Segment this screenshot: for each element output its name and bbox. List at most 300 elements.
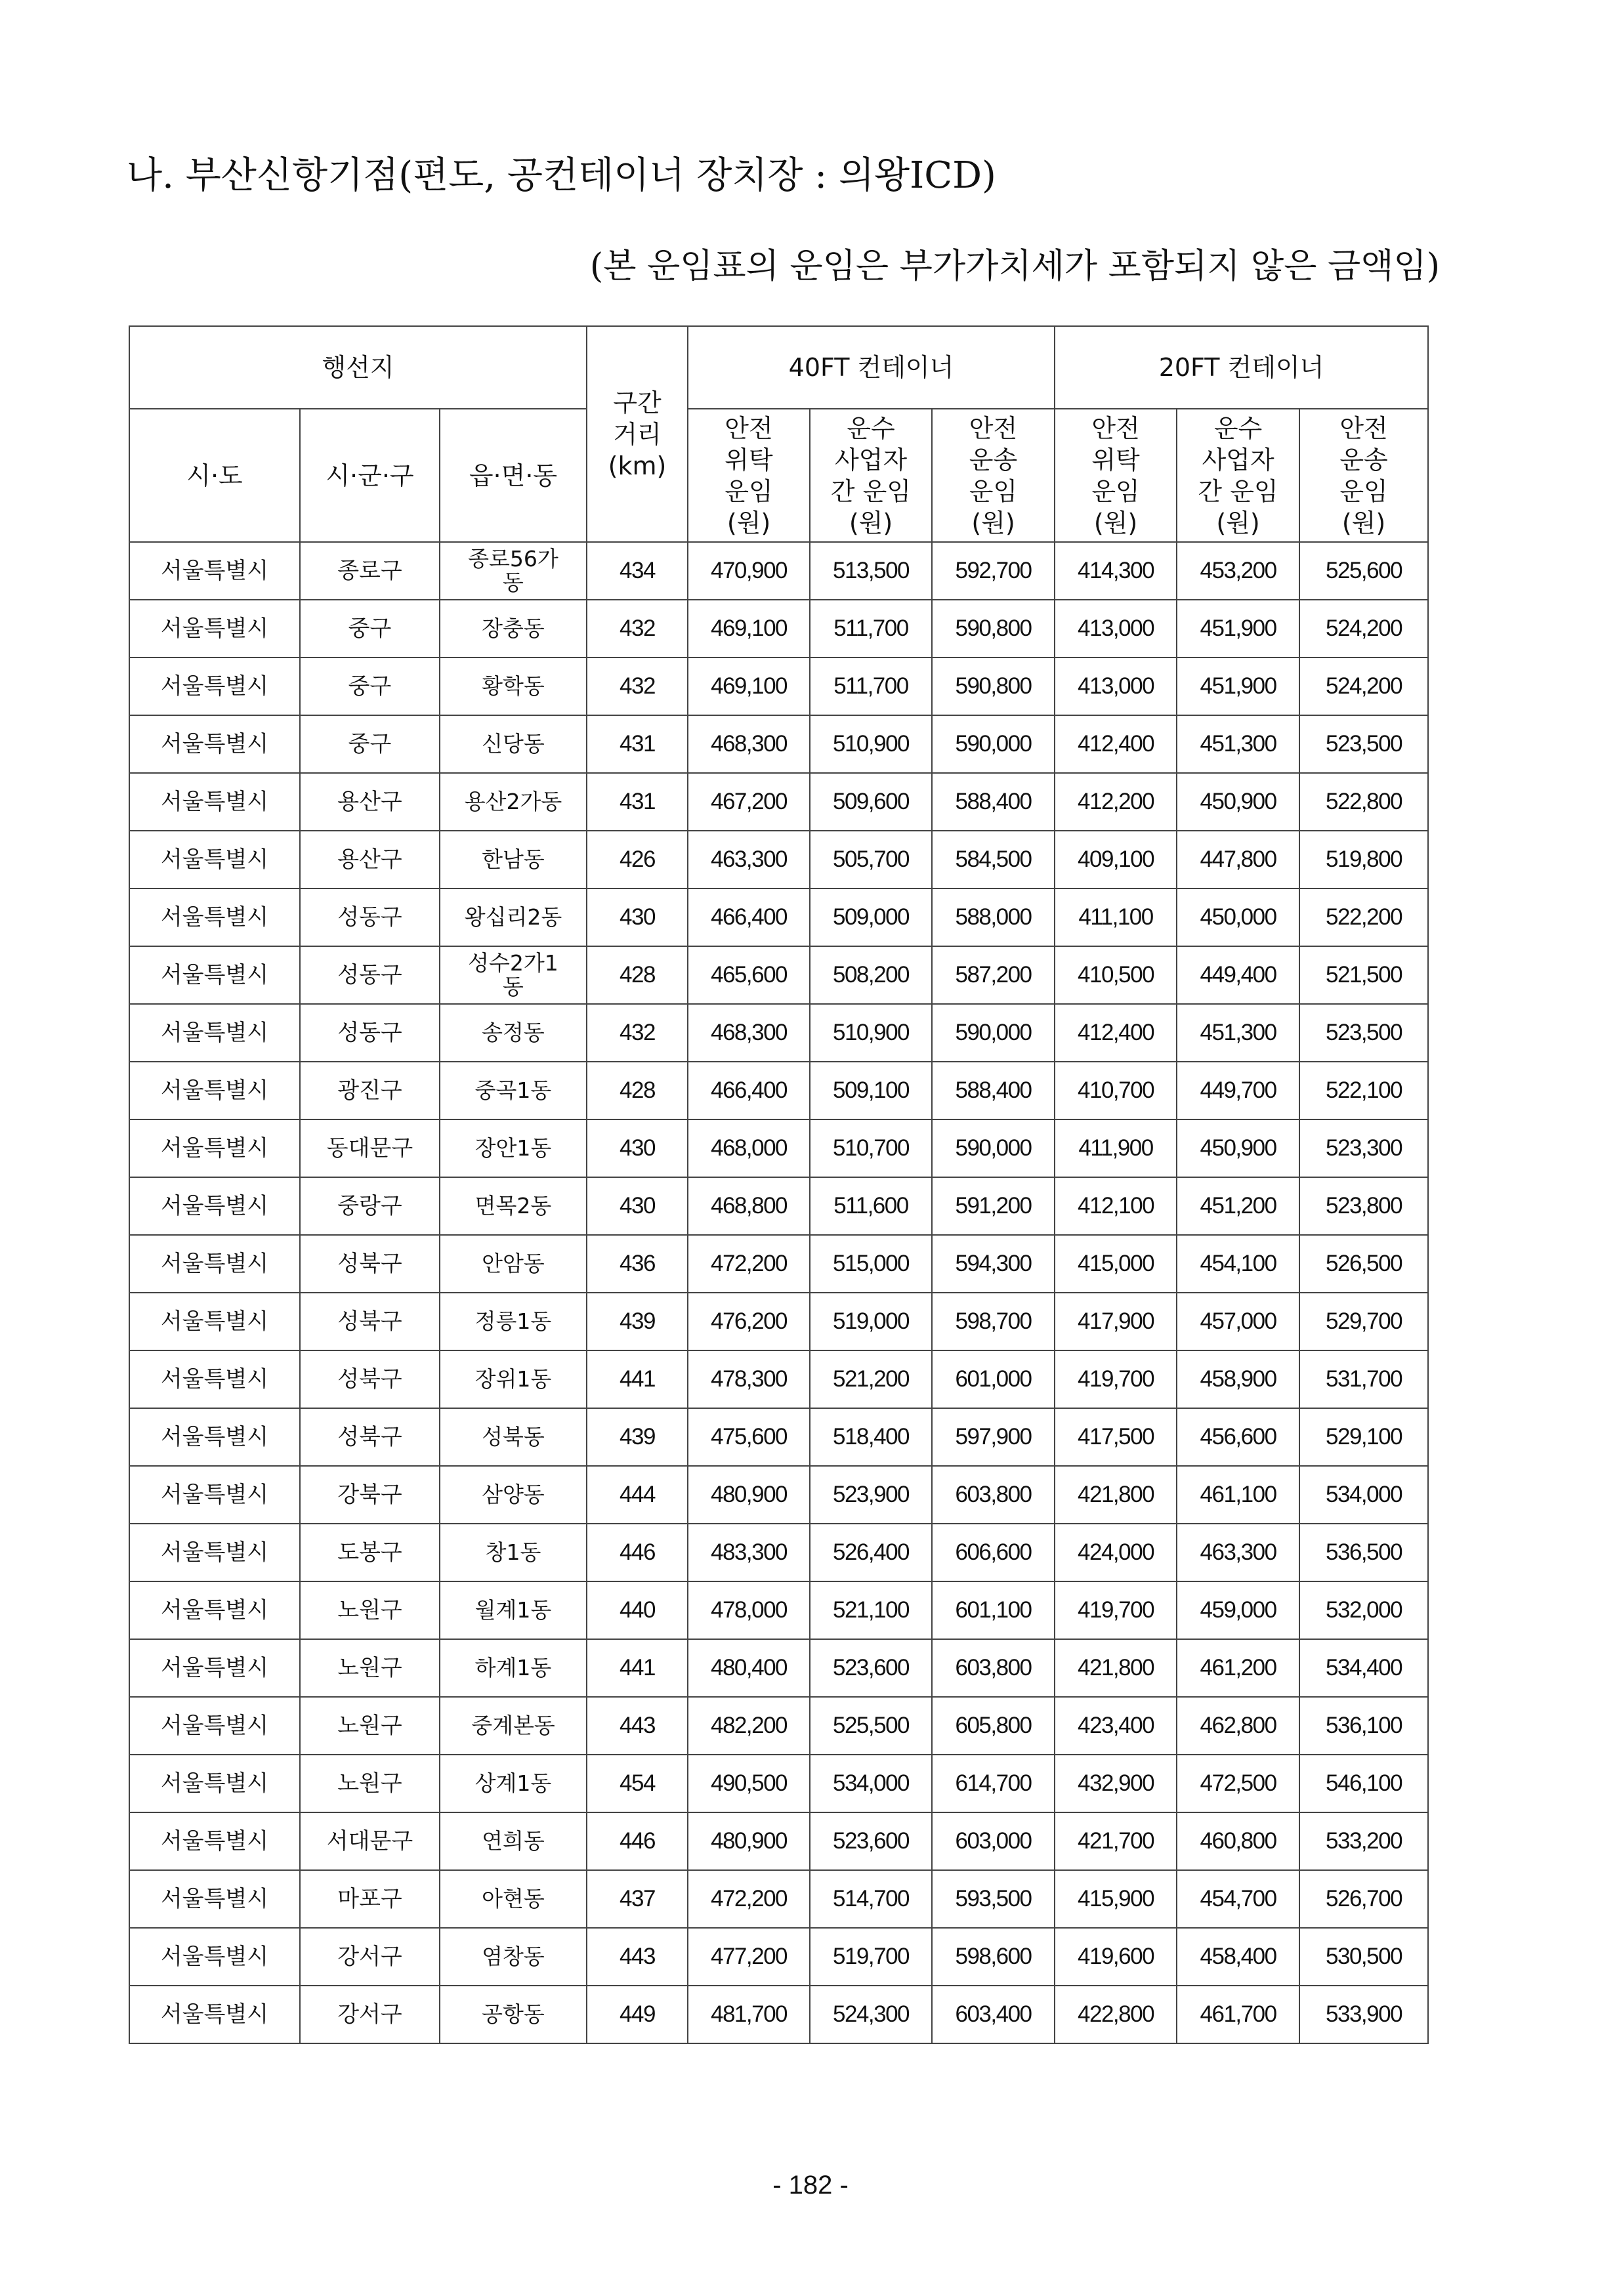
cell-40ft-safe-transport: 590,800 xyxy=(932,657,1055,715)
cell-eupmyeondong: 안암동 xyxy=(440,1235,587,1293)
cell-40ft-safe-consign: 467,200 xyxy=(688,773,810,831)
table-row xyxy=(129,1235,1428,1293)
cell-eupmyeondong: 송정동 xyxy=(440,1004,587,1062)
cell-20ft-safe-consign: 411,100 xyxy=(1055,888,1177,946)
cell-40ft-carrier-rate: 519,700 xyxy=(810,1928,932,1986)
table-row xyxy=(129,1177,1428,1235)
cell-sigungu: 광진구 xyxy=(300,1062,440,1119)
cell-20ft-safe-consign: 415,000 xyxy=(1055,1235,1177,1293)
cell-sido: 서울특별시 xyxy=(129,1928,300,1986)
header-sigungu: 시·군·구 xyxy=(300,409,440,542)
freight-rate-table xyxy=(129,325,1429,2044)
cell-40ft-safe-consign: 478,300 xyxy=(688,1350,810,1408)
cell-20ft-safe-transport: 523,500 xyxy=(1299,1004,1428,1062)
cell-20ft-safe-transport: 522,100 xyxy=(1299,1062,1428,1119)
cell-sigungu: 용산구 xyxy=(300,831,440,888)
cell-sigungu: 중랑구 xyxy=(300,1177,440,1235)
cell-20ft-carrier-rate: 447,800 xyxy=(1177,831,1299,888)
cell-20ft-safe-consign: 423,400 xyxy=(1055,1697,1177,1755)
cell-eupmyeondong: 삼양동 xyxy=(440,1466,587,1524)
header-sido: 시·도 xyxy=(129,409,300,542)
cell-eupmyeondong: 장위1동 xyxy=(440,1350,587,1408)
cell-eupmyeondong: 중계본동 xyxy=(440,1697,587,1755)
cell-40ft-safe-consign: 476,200 xyxy=(688,1293,810,1350)
cell-distance: 439 xyxy=(587,1408,688,1466)
cell-20ft-safe-transport: 534,400 xyxy=(1299,1639,1428,1697)
cell-40ft-safe-transport: 594,300 xyxy=(932,1235,1055,1293)
cell-40ft-safe-transport: 603,400 xyxy=(932,1986,1055,2043)
table-row xyxy=(129,1466,1428,1524)
cell-40ft-safe-transport: 597,900 xyxy=(932,1408,1055,1466)
cell-distance: 432 xyxy=(587,1004,688,1062)
cell-20ft-carrier-rate: 459,000 xyxy=(1177,1581,1299,1639)
cell-20ft-safe-transport: 526,700 xyxy=(1299,1870,1428,1928)
header-40ft-carrier-rate: 운수 사업자 간 운임 (원) xyxy=(810,409,932,542)
cell-40ft-safe-consign: 472,200 xyxy=(688,1235,810,1293)
table-row xyxy=(129,1062,1428,1119)
cell-20ft-safe-transport: 524,200 xyxy=(1299,657,1428,715)
cell-40ft-carrier-rate: 505,700 xyxy=(810,831,932,888)
cell-20ft-carrier-rate: 449,400 xyxy=(1177,946,1299,1004)
cell-sido: 서울특별시 xyxy=(129,1062,300,1119)
cell-20ft-carrier-rate: 462,800 xyxy=(1177,1697,1299,1755)
cell-40ft-carrier-rate: 523,900 xyxy=(810,1466,932,1524)
table-row xyxy=(129,1350,1428,1408)
cell-40ft-safe-transport: 590,800 xyxy=(932,600,1055,657)
header-40ft-safe-consign: 안전 위탁 운임 (원) xyxy=(688,409,810,542)
cell-sigungu: 노원구 xyxy=(300,1639,440,1697)
cell-sido: 서울특별시 xyxy=(129,831,300,888)
cell-eupmyeondong: 창1동 xyxy=(440,1524,587,1581)
cell-20ft-safe-consign: 421,700 xyxy=(1055,1812,1177,1870)
cell-eupmyeondong: 황학동 xyxy=(440,657,587,715)
cell-eupmyeondong: 공항동 xyxy=(440,1986,587,2043)
cell-40ft-safe-consign: 469,100 xyxy=(688,657,810,715)
cell-sigungu: 강서구 xyxy=(300,1928,440,1986)
cell-sido: 서울특별시 xyxy=(129,1235,300,1293)
cell-distance: 426 xyxy=(587,831,688,888)
cell-20ft-safe-consign: 414,300 xyxy=(1055,542,1177,600)
cell-40ft-carrier-rate: 526,400 xyxy=(810,1524,932,1581)
cell-40ft-safe-transport: 598,600 xyxy=(932,1928,1055,1986)
cell-distance: 430 xyxy=(587,1119,688,1177)
cell-20ft-carrier-rate: 451,900 xyxy=(1177,657,1299,715)
cell-40ft-safe-consign: 468,300 xyxy=(688,1004,810,1062)
cell-sido: 서울특별시 xyxy=(129,1755,300,1812)
cell-distance: 432 xyxy=(587,600,688,657)
cell-40ft-carrier-rate: 521,200 xyxy=(810,1350,932,1408)
cell-distance: 432 xyxy=(587,657,688,715)
cell-sido: 서울특별시 xyxy=(129,946,300,1004)
cell-40ft-carrier-rate: 524,300 xyxy=(810,1986,932,2043)
table-row xyxy=(129,1581,1428,1639)
cell-40ft-safe-transport: 588,400 xyxy=(932,773,1055,831)
cell-sido: 서울특별시 xyxy=(129,1697,300,1755)
cell-40ft-safe-transport: 603,000 xyxy=(932,1812,1055,1870)
cell-20ft-safe-transport: 521,500 xyxy=(1299,946,1428,1004)
cell-40ft-safe-consign: 483,300 xyxy=(688,1524,810,1581)
cell-20ft-safe-consign: 412,400 xyxy=(1055,715,1177,773)
cell-20ft-carrier-rate: 451,300 xyxy=(1177,1004,1299,1062)
table-row xyxy=(129,831,1428,888)
cell-distance: 449 xyxy=(587,1986,688,2043)
cell-sido: 서울특별시 xyxy=(129,715,300,773)
page-number: - 182 - xyxy=(772,2171,849,2200)
cell-sigungu: 종로구 xyxy=(300,542,440,600)
cell-sido: 서울특별시 xyxy=(129,1639,300,1697)
cell-20ft-safe-consign: 415,900 xyxy=(1055,1870,1177,1928)
table-row xyxy=(129,1004,1428,1062)
table-row xyxy=(129,1812,1428,1870)
cell-20ft-carrier-rate: 451,200 xyxy=(1177,1177,1299,1235)
cell-eupmyeondong: 하계1동 xyxy=(440,1639,587,1697)
cell-20ft-carrier-rate: 450,900 xyxy=(1177,1119,1299,1177)
header-40ft: 40FT 컨테이너 xyxy=(688,326,1055,409)
cell-sigungu: 성북구 xyxy=(300,1408,440,1466)
cell-sigungu: 강북구 xyxy=(300,1466,440,1524)
cell-20ft-carrier-rate: 463,300 xyxy=(1177,1524,1299,1581)
cell-40ft-safe-consign: 465,600 xyxy=(688,946,810,1004)
cell-40ft-safe-transport: 598,700 xyxy=(932,1293,1055,1350)
cell-20ft-safe-consign: 417,900 xyxy=(1055,1293,1177,1350)
cell-20ft-carrier-rate: 460,800 xyxy=(1177,1812,1299,1870)
table-row xyxy=(129,600,1428,657)
cell-20ft-safe-consign: 411,900 xyxy=(1055,1119,1177,1177)
cell-40ft-carrier-rate: 519,000 xyxy=(810,1293,932,1350)
table-row xyxy=(129,1986,1428,2043)
cell-sido: 서울특별시 xyxy=(129,600,300,657)
cell-eupmyeondong: 신당동 xyxy=(440,715,587,773)
header-destination: 행선지 xyxy=(129,326,587,409)
cell-sigungu: 성동구 xyxy=(300,1004,440,1062)
header-20ft-safe-consign: 안전 위탁 운임 (원) xyxy=(1055,409,1177,542)
cell-40ft-safe-transport: 605,800 xyxy=(932,1697,1055,1755)
cell-sigungu: 강서구 xyxy=(300,1986,440,2043)
cell-40ft-safe-transport: 606,600 xyxy=(932,1524,1055,1581)
cell-sigungu: 성동구 xyxy=(300,888,440,946)
cell-40ft-carrier-rate: 509,100 xyxy=(810,1062,932,1119)
cell-20ft-carrier-rate: 472,500 xyxy=(1177,1755,1299,1812)
cell-40ft-safe-transport: 588,400 xyxy=(932,1062,1055,1119)
cell-20ft-safe-consign: 412,200 xyxy=(1055,773,1177,831)
table-row xyxy=(129,1755,1428,1812)
cell-40ft-safe-consign: 480,400 xyxy=(688,1639,810,1697)
cell-distance: 436 xyxy=(587,1235,688,1293)
cell-40ft-carrier-rate: 513,500 xyxy=(810,542,932,600)
cell-distance: 428 xyxy=(587,946,688,1004)
cell-20ft-carrier-rate: 449,700 xyxy=(1177,1062,1299,1119)
cell-40ft-safe-consign: 480,900 xyxy=(688,1812,810,1870)
table-row xyxy=(129,1408,1428,1466)
cell-40ft-safe-transport: 601,100 xyxy=(932,1581,1055,1639)
cell-40ft-carrier-rate: 509,000 xyxy=(810,888,932,946)
cell-40ft-carrier-rate: 523,600 xyxy=(810,1639,932,1697)
cell-40ft-safe-consign: 480,900 xyxy=(688,1466,810,1524)
cell-distance: 431 xyxy=(587,715,688,773)
cell-sigungu: 노원구 xyxy=(300,1581,440,1639)
cell-40ft-carrier-rate: 525,500 xyxy=(810,1697,932,1755)
cell-distance: 437 xyxy=(587,1870,688,1928)
cell-20ft-safe-consign: 409,100 xyxy=(1055,831,1177,888)
vat-note: (본 운임표의 운임은 부가가치세가 포함되지 않은 금액임) xyxy=(589,247,1440,286)
cell-40ft-carrier-rate: 510,900 xyxy=(810,715,932,773)
header-20ft-safe-transport: 안전 운송 운임 (원) xyxy=(1299,409,1428,542)
cell-40ft-safe-consign: 466,400 xyxy=(688,1062,810,1119)
cell-20ft-safe-transport: 529,700 xyxy=(1299,1293,1428,1350)
table-row xyxy=(129,946,1428,1004)
cell-20ft-safe-consign: 419,700 xyxy=(1055,1581,1177,1639)
cell-20ft-safe-transport: 534,000 xyxy=(1299,1466,1428,1524)
cell-40ft-safe-transport: 601,000 xyxy=(932,1350,1055,1408)
cell-distance: 428 xyxy=(587,1062,688,1119)
cell-40ft-carrier-rate: 508,200 xyxy=(810,946,932,1004)
cell-20ft-safe-consign: 410,700 xyxy=(1055,1062,1177,1119)
cell-20ft-carrier-rate: 451,300 xyxy=(1177,715,1299,773)
cell-20ft-safe-transport: 524,200 xyxy=(1299,600,1428,657)
cell-40ft-safe-consign: 468,800 xyxy=(688,1177,810,1235)
cell-sigungu: 동대문구 xyxy=(300,1119,440,1177)
cell-distance: 446 xyxy=(587,1812,688,1870)
cell-40ft-safe-consign: 468,000 xyxy=(688,1119,810,1177)
cell-20ft-safe-consign: 417,500 xyxy=(1055,1408,1177,1466)
cell-40ft-safe-consign: 472,200 xyxy=(688,1870,810,1928)
table-row xyxy=(129,715,1428,773)
cell-distance: 443 xyxy=(587,1928,688,1986)
cell-20ft-safe-transport: 533,900 xyxy=(1299,1986,1428,2043)
cell-40ft-safe-transport: 591,200 xyxy=(932,1177,1055,1235)
cell-sido: 서울특별시 xyxy=(129,1408,300,1466)
cell-20ft-safe-consign: 419,600 xyxy=(1055,1928,1177,1986)
cell-eupmyeondong: 아현동 xyxy=(440,1870,587,1928)
cell-40ft-carrier-rate: 511,700 xyxy=(810,600,932,657)
cell-20ft-safe-consign: 421,800 xyxy=(1055,1639,1177,1697)
cell-distance: 444 xyxy=(587,1466,688,1524)
cell-40ft-safe-consign: 482,200 xyxy=(688,1697,810,1755)
cell-sigungu: 성동구 xyxy=(300,946,440,1004)
cell-20ft-carrier-rate: 451,900 xyxy=(1177,600,1299,657)
cell-20ft-safe-transport: 536,100 xyxy=(1299,1697,1428,1755)
cell-sido: 서울특별시 xyxy=(129,1293,300,1350)
table-row xyxy=(129,1293,1428,1350)
cell-20ft-safe-transport: 529,100 xyxy=(1299,1408,1428,1466)
cell-40ft-carrier-rate: 515,000 xyxy=(810,1235,932,1293)
cell-distance: 443 xyxy=(587,1697,688,1755)
cell-40ft-safe-consign: 463,300 xyxy=(688,831,810,888)
cell-sido: 서울특별시 xyxy=(129,1350,300,1408)
cell-20ft-carrier-rate: 454,100 xyxy=(1177,1235,1299,1293)
cell-eupmyeondong: 염창동 xyxy=(440,1928,587,1986)
cell-20ft-safe-consign: 412,100 xyxy=(1055,1177,1177,1235)
cell-40ft-carrier-rate: 511,600 xyxy=(810,1177,932,1235)
header-eupmyeondong: 읍·면·동 xyxy=(440,409,587,542)
cell-40ft-carrier-rate: 534,000 xyxy=(810,1755,932,1812)
cell-20ft-carrier-rate: 461,200 xyxy=(1177,1639,1299,1697)
cell-20ft-safe-consign: 413,000 xyxy=(1055,600,1177,657)
cell-sido: 서울특별시 xyxy=(129,1119,300,1177)
table-row xyxy=(129,542,1428,600)
cell-sido: 서울특별시 xyxy=(129,888,300,946)
table-row xyxy=(129,1870,1428,1928)
cell-40ft-carrier-rate: 509,600 xyxy=(810,773,932,831)
cell-40ft-safe-transport: 593,500 xyxy=(932,1870,1055,1928)
cell-40ft-safe-transport: 590,000 xyxy=(932,715,1055,773)
cell-sido: 서울특별시 xyxy=(129,1581,300,1639)
cell-sigungu: 중구 xyxy=(300,715,440,773)
cell-40ft-safe-consign: 475,600 xyxy=(688,1408,810,1466)
cell-sigungu: 중구 xyxy=(300,657,440,715)
cell-distance: 439 xyxy=(587,1293,688,1350)
cell-distance: 431 xyxy=(587,773,688,831)
cell-40ft-carrier-rate: 523,600 xyxy=(810,1812,932,1870)
table-row xyxy=(129,1119,1428,1177)
cell-40ft-carrier-rate: 521,100 xyxy=(810,1581,932,1639)
cell-20ft-carrier-rate: 461,100 xyxy=(1177,1466,1299,1524)
cell-eupmyeondong: 성북동 xyxy=(440,1408,587,1466)
cell-20ft-safe-transport: 530,500 xyxy=(1299,1928,1428,1986)
cell-sido: 서울특별시 xyxy=(129,773,300,831)
cell-20ft-safe-consign: 412,400 xyxy=(1055,1004,1177,1062)
cell-eupmyeondong: 장충동 xyxy=(440,600,587,657)
cell-20ft-safe-transport: 531,700 xyxy=(1299,1350,1428,1408)
cell-distance: 430 xyxy=(587,888,688,946)
cell-20ft-safe-transport: 526,500 xyxy=(1299,1235,1428,1293)
cell-eupmyeondong: 장안1동 xyxy=(440,1119,587,1177)
cell-40ft-carrier-rate: 514,700 xyxy=(810,1870,932,1928)
cell-20ft-safe-transport: 523,800 xyxy=(1299,1177,1428,1235)
cell-sigungu: 노원구 xyxy=(300,1755,440,1812)
cell-distance: 441 xyxy=(587,1639,688,1697)
cell-40ft-safe-consign: 469,100 xyxy=(688,600,810,657)
cell-eupmyeondong: 왕십리2동 xyxy=(440,888,587,946)
cell-20ft-carrier-rate: 454,700 xyxy=(1177,1870,1299,1928)
cell-distance: 434 xyxy=(587,542,688,600)
cell-20ft-safe-consign: 422,800 xyxy=(1055,1986,1177,2043)
cell-sido: 서울특별시 xyxy=(129,657,300,715)
cell-sigungu: 용산구 xyxy=(300,773,440,831)
cell-20ft-safe-consign: 432,900 xyxy=(1055,1755,1177,1812)
cell-distance: 440 xyxy=(587,1581,688,1639)
cell-sigungu: 중구 xyxy=(300,600,440,657)
cell-sigungu: 성북구 xyxy=(300,1350,440,1408)
cell-sido: 서울특별시 xyxy=(129,1812,300,1870)
cell-eupmyeondong: 중곡1동 xyxy=(440,1062,587,1119)
cell-20ft-safe-transport: 536,500 xyxy=(1299,1524,1428,1581)
cell-eupmyeondong: 성수2가1 동 xyxy=(440,946,587,1004)
cell-20ft-safe-transport: 519,800 xyxy=(1299,831,1428,888)
cell-40ft-carrier-rate: 511,700 xyxy=(810,657,932,715)
cell-eupmyeondong: 한남동 xyxy=(440,831,587,888)
cell-sido: 서울특별시 xyxy=(129,1870,300,1928)
table-row xyxy=(129,1639,1428,1697)
cell-40ft-carrier-rate: 518,400 xyxy=(810,1408,932,1466)
cell-40ft-safe-consign: 468,300 xyxy=(688,715,810,773)
cell-20ft-safe-consign: 410,500 xyxy=(1055,946,1177,1004)
table-row xyxy=(129,1697,1428,1755)
cell-20ft-safe-consign: 419,700 xyxy=(1055,1350,1177,1408)
cell-40ft-safe-transport: 584,500 xyxy=(932,831,1055,888)
cell-40ft-safe-transport: 592,700 xyxy=(932,542,1055,600)
cell-40ft-safe-consign: 478,000 xyxy=(688,1581,810,1639)
table-body xyxy=(129,542,1428,2043)
cell-sido: 서울특별시 xyxy=(129,1466,300,1524)
cell-eupmyeondong: 용산2가동 xyxy=(440,773,587,831)
cell-40ft-carrier-rate: 510,700 xyxy=(810,1119,932,1177)
table-row xyxy=(129,773,1428,831)
cell-20ft-carrier-rate: 456,600 xyxy=(1177,1408,1299,1466)
cell-40ft-safe-transport: 587,200 xyxy=(932,946,1055,1004)
cell-eupmyeondong: 상계1동 xyxy=(440,1755,587,1812)
cell-40ft-safe-transport: 590,000 xyxy=(932,1119,1055,1177)
cell-sigungu: 도봉구 xyxy=(300,1524,440,1581)
cell-40ft-safe-consign: 490,500 xyxy=(688,1755,810,1812)
cell-20ft-carrier-rate: 450,900 xyxy=(1177,773,1299,831)
cell-20ft-carrier-rate: 457,000 xyxy=(1177,1293,1299,1350)
cell-20ft-safe-transport: 525,600 xyxy=(1299,542,1428,600)
cell-20ft-safe-transport: 532,000 xyxy=(1299,1581,1428,1639)
cell-sigungu: 마포구 xyxy=(300,1870,440,1928)
cell-eupmyeondong: 면목2동 xyxy=(440,1177,587,1235)
cell-40ft-safe-transport: 590,000 xyxy=(932,1004,1055,1062)
cell-sigungu: 성북구 xyxy=(300,1235,440,1293)
header-40ft-safe-transport: 안전 운송 운임 (원) xyxy=(932,409,1055,542)
cell-40ft-safe-consign: 477,200 xyxy=(688,1928,810,1986)
cell-20ft-carrier-rate: 458,900 xyxy=(1177,1350,1299,1408)
cell-20ft-carrier-rate: 458,400 xyxy=(1177,1928,1299,1986)
cell-eupmyeondong: 종로56가 동 xyxy=(440,542,587,600)
cell-sigungu: 노원구 xyxy=(300,1697,440,1755)
cell-distance: 446 xyxy=(587,1524,688,1581)
cell-eupmyeondong: 연희동 xyxy=(440,1812,587,1870)
cell-40ft-safe-transport: 588,000 xyxy=(932,888,1055,946)
cell-sido: 서울특별시 xyxy=(129,1004,300,1062)
cell-eupmyeondong: 정릉1동 xyxy=(440,1293,587,1350)
cell-distance: 454 xyxy=(587,1755,688,1812)
cell-20ft-carrier-rate: 450,000 xyxy=(1177,888,1299,946)
header-20ft: 20FT 컨테이너 xyxy=(1055,326,1428,409)
cell-20ft-safe-transport: 523,300 xyxy=(1299,1119,1428,1177)
cell-sido: 서울특별시 xyxy=(129,542,300,600)
cell-20ft-safe-transport: 533,200 xyxy=(1299,1812,1428,1870)
cell-40ft-safe-transport: 614,700 xyxy=(932,1755,1055,1812)
table-row xyxy=(129,1928,1428,1986)
table-row xyxy=(129,657,1428,715)
cell-40ft-safe-consign: 470,900 xyxy=(688,542,810,600)
header-20ft-carrier-rate: 운수 사업자 간 운임 (원) xyxy=(1177,409,1299,542)
cell-40ft-safe-transport: 603,800 xyxy=(932,1639,1055,1697)
table-row xyxy=(129,888,1428,946)
cell-20ft-safe-consign: 413,000 xyxy=(1055,657,1177,715)
cell-20ft-safe-transport: 522,200 xyxy=(1299,888,1428,946)
section-title: 나. 부산신항기점(편도, 공컨테이너 장치장 : 의왕ICD) xyxy=(127,154,996,197)
cell-sido: 서울특별시 xyxy=(129,1986,300,2043)
cell-20ft-safe-transport: 546,100 xyxy=(1299,1755,1428,1812)
cell-20ft-safe-transport: 522,800 xyxy=(1299,773,1428,831)
cell-eupmyeondong: 월계1동 xyxy=(440,1581,587,1639)
cell-sido: 서울특별시 xyxy=(129,1177,300,1235)
cell-20ft-safe-consign: 421,800 xyxy=(1055,1466,1177,1524)
cell-distance: 441 xyxy=(587,1350,688,1408)
table-row xyxy=(129,1524,1428,1581)
cell-40ft-safe-consign: 481,700 xyxy=(688,1986,810,2043)
cell-sido: 서울특별시 xyxy=(129,1524,300,1581)
cell-20ft-carrier-rate: 461,700 xyxy=(1177,1986,1299,2043)
cell-sigungu: 성북구 xyxy=(300,1293,440,1350)
header-distance: 구간 거리 (km) xyxy=(587,326,688,542)
cell-20ft-carrier-rate: 453,200 xyxy=(1177,542,1299,600)
cell-20ft-safe-consign: 424,000 xyxy=(1055,1524,1177,1581)
cell-40ft-carrier-rate: 510,900 xyxy=(810,1004,932,1062)
cell-20ft-safe-transport: 523,500 xyxy=(1299,715,1428,773)
